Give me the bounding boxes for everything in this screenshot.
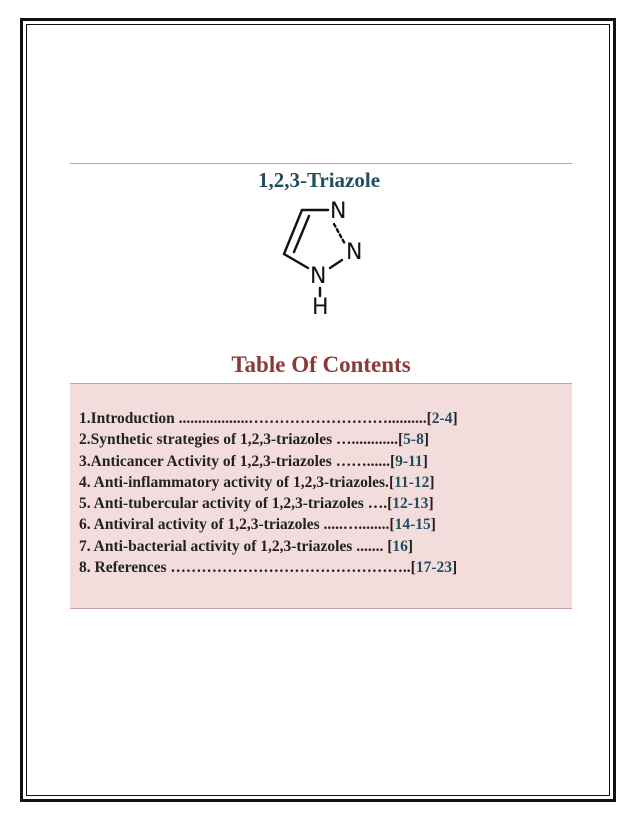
toc-item-pages[interactable]: 9-11 <box>395 452 423 470</box>
document-title: 1,2,3-Triazole <box>257 168 381 192</box>
bond-n3-n2 <box>334 224 345 244</box>
toc-item[interactable]: 4. Anti-inflammatory activity of 1,2,3-triazoles.[11-12] <box>79 473 435 491</box>
toc-heading: Table Of Contents <box>231 352 411 377</box>
toc-item-pages[interactable]: 11-12 <box>394 473 430 491</box>
toc-item[interactable]: 6. Antiviral activity of 1,2,3-triazoles .....…........[14-15] <box>79 516 436 534</box>
toc-item[interactable]: 2.Synthetic strategies of 1,2,3-triazoles …............[5-8] <box>79 431 429 449</box>
atom-label-h: H <box>312 295 329 320</box>
toc-item-text: 1.Introduction ..................……………………….......... <box>79 410 427 427</box>
toc-item-text: 3.Anticancer Activity of 1,2,3-triazoles ……...... <box>79 452 390 470</box>
toc-item-pages[interactable]: 16 <box>392 537 408 555</box>
toc-item[interactable]: 1.Introduction ..................………………………..........[2-4] <box>79 410 458 427</box>
toc-item[interactable]: 8. References ………………………………………..[17-23] <box>79 559 458 577</box>
toc-item-pages[interactable]: 17-23 <box>415 559 452 577</box>
toc-list <box>79 408 458 578</box>
atom-label-n3: N <box>330 199 347 224</box>
title-rule <box>70 163 572 164</box>
toc-item-text: 4. Anti-inflammatory activity of 1,2,3-triazoles. <box>79 473 389 491</box>
toc-item-text: 7. Anti-bacterial activity of 1,2,3-triazoles ....... <box>79 537 388 555</box>
toc-item-pages[interactable]: 14-15 <box>394 516 431 534</box>
toc-item-text: 6. Antiviral activity of 1,2,3-triazoles .....…........ <box>79 516 390 534</box>
toc-item-pages[interactable]: 2-4 <box>431 410 453 427</box>
bond-n2-n1 <box>330 260 342 268</box>
bond-c5-n1 <box>284 254 308 268</box>
toc-item-text: 8. References ……………………………………….. <box>79 559 411 577</box>
atom-label-n2: N <box>346 240 363 265</box>
triazole-structure-diagram <box>268 196 378 320</box>
toc-item-text: 5. Anti-tubercular activity of 1,2,3-triazoles …. <box>79 495 388 513</box>
toc-item[interactable]: 3.Anticancer Activity of 1,2,3-triazoles ……......[9-11] <box>79 452 428 470</box>
toc-item-pages[interactable]: 12-13 <box>392 495 429 513</box>
toc-item[interactable]: 5. Anti-tubercular activity of 1,2,3-triazoles ….[12-13] <box>79 495 434 513</box>
toc-item-text: 2.Synthetic strategies of 1,2,3-triazoles …............ <box>79 431 398 449</box>
bond-c4-c5 <box>284 210 302 254</box>
atom-label-n1: N <box>310 264 327 289</box>
toc-item[interactable]: 7. Anti-bacterial activity of 1,2,3-triazoles ....... [16] <box>79 537 414 555</box>
toc-item-pages[interactable]: 5-8 <box>403 431 424 449</box>
